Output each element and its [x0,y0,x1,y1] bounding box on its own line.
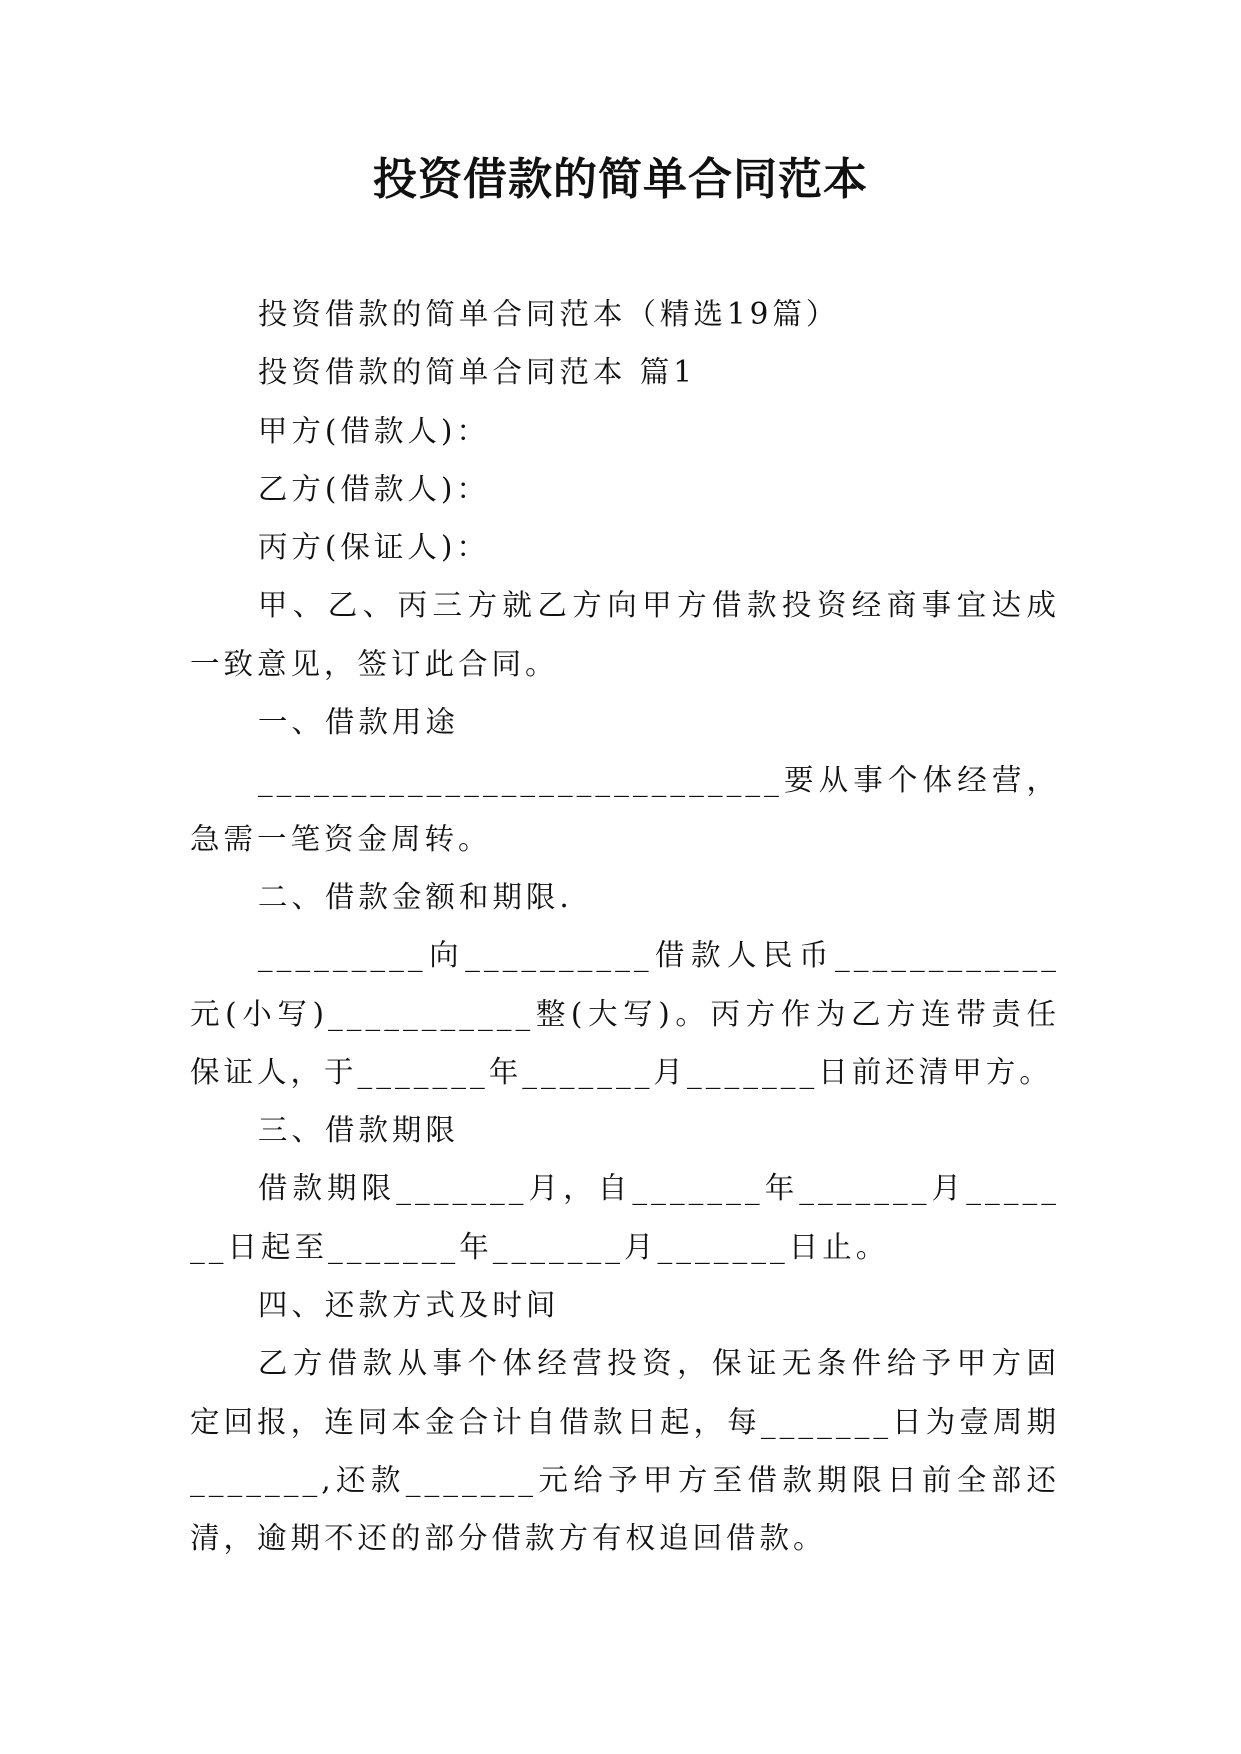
paragraph-purpose: ____________________________要从事个体经营，急需一笔资金周转。 [190,763,1060,856]
paragraph-heading-term: 三、借款期限 [257,1113,459,1148]
paragraph-section-heading: 投资借款的简单合同范本 篇1 [257,355,696,390]
document-title: 投资借款的简单合同范本 [373,154,868,205]
paragraph-party-c: 丙方(保证人)： [257,530,490,565]
paragraph-heading-purpose: 一、借款用途 [257,705,459,740]
paragraph-party-b: 乙方(借款人)： [257,471,490,506]
paragraph-heading-repayment: 四、还款方式及时间 [257,1288,560,1323]
document-body [190,285,1060,1568]
paragraph-party-a: 甲方(借款人)： [257,413,490,448]
paragraph-repayment: 乙方借款从事个体经营投资，保证无条件给予甲方固定回报，连同本金合计自借款日起，每_______日为壹周期_______,还款_______元给予甲方至借款期限日前全部还清，逾期不还的部分借款方有权追回借款。 [190,1346,1060,1556]
paragraph-term: 借款期限_______月，自_______年_______月_______日起至_______年_______月_______日止。 [190,1171,1060,1264]
paragraph-agreement: 甲、乙、丙三方就乙方向甲方借款投资经商事宜达成一致意见，签订此合同。 [190,588,1060,681]
paragraph-amount: _________向__________借款人民币____________元(小写)___________整(大写)。丙方作为乙方连带责任保证人，于_______年_______月_______日前还清甲方。 [190,938,1060,1089]
paragraph-heading-amount: 二、借款金额和期限. [257,879,573,914]
paragraph-subtitle: 投资借款的简单合同范本（精选19篇） [257,297,840,331]
